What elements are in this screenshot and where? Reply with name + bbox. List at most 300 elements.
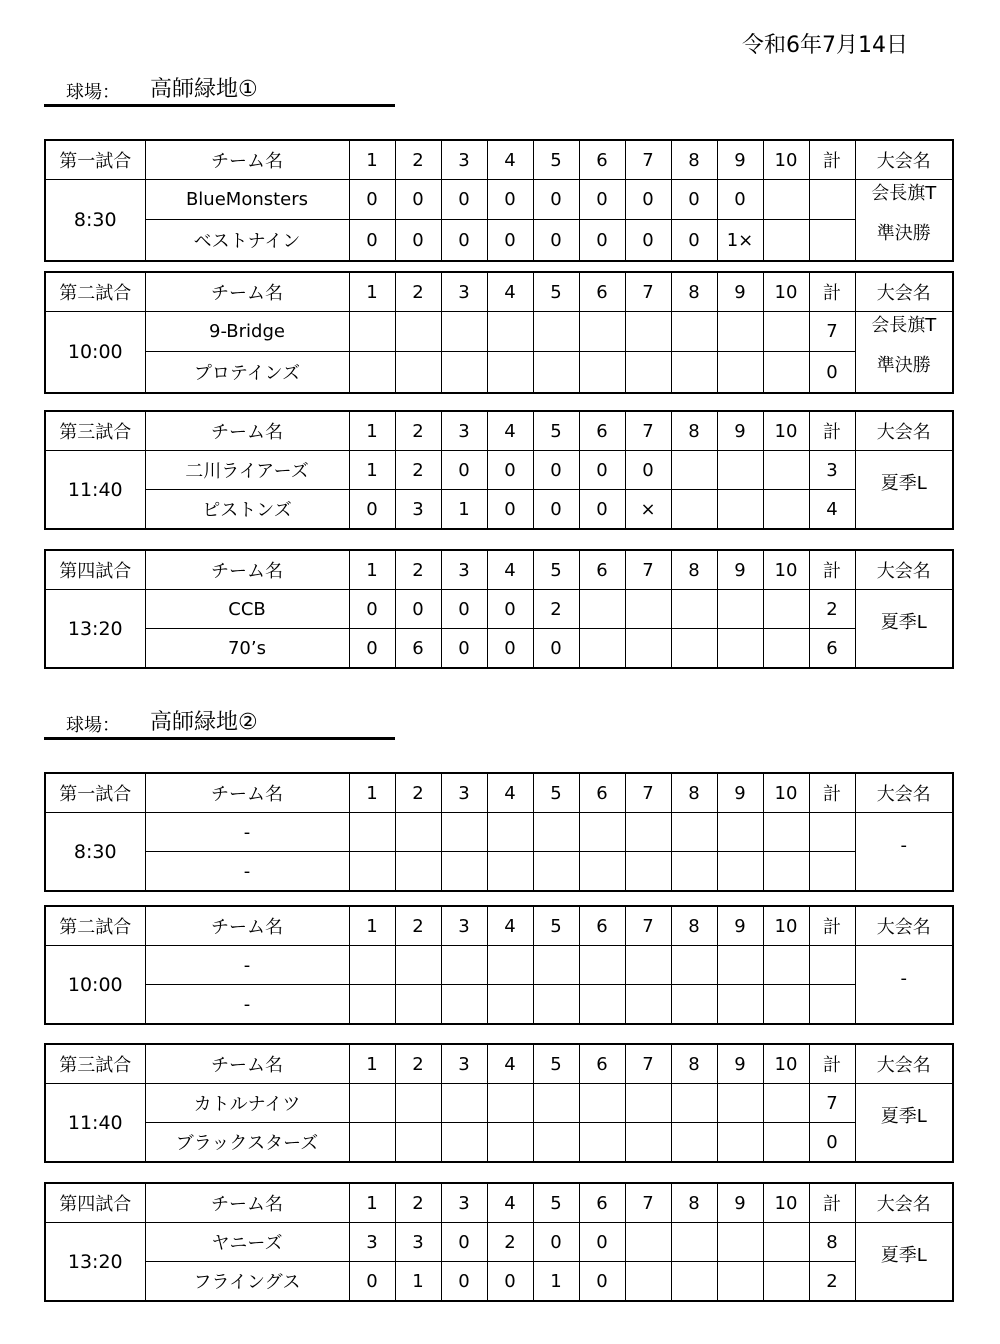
header-inning: 10 [763,906,809,946]
header-inning: 5 [533,272,579,312]
header-inning: 7 [625,411,671,451]
team-name: 70’s [145,629,349,669]
total-score [809,946,855,985]
header-inning: 1 [349,906,395,946]
inning-score: 0 [533,180,579,220]
inning-score: 3 [395,1223,441,1262]
tournament-cell [855,451,953,530]
inning-score: 0 [395,180,441,220]
inning-score: 0 [579,1262,625,1302]
total-score: 7 [809,1084,855,1123]
header-inning: 4 [487,550,533,590]
tournament-cell [855,312,953,394]
header-inning: 1 [349,1183,395,1223]
inning-score [625,1262,671,1302]
header-row [45,550,953,590]
header-total: 計 [809,1044,855,1084]
inning-score [763,813,809,852]
header-row [45,906,953,946]
header-inning: 5 [533,1044,579,1084]
tournament-name: - [900,967,907,989]
inning-score [717,1262,763,1302]
header-total: 計 [809,906,855,946]
inning-score [579,352,625,393]
header-tournament: 大会名 [855,906,953,946]
inning-score: 6 [395,629,441,669]
inning-score [349,813,395,852]
venue-underline [44,737,395,740]
inning-score [579,1123,625,1163]
team-name: - [145,852,349,892]
inning-score [671,590,717,629]
team-name: ヤニーズ [145,1223,349,1262]
inning-score [395,352,441,393]
total-score: 3 [809,451,855,490]
team-name: CCB [145,590,349,629]
inning-score [349,852,395,892]
inning-score [671,1223,717,1262]
total-score: 6 [809,629,855,669]
inning-score: 0 [717,180,763,220]
tournament-name: 夏季L [880,611,927,633]
inning-score [533,312,579,352]
team-row [45,852,953,892]
header-inning: 6 [579,140,625,180]
inning-score [625,629,671,669]
team-name: BlueMonsters [145,180,349,220]
inning-score [763,312,809,352]
total-score [809,180,855,220]
team-row [45,1084,953,1123]
game-label: 第二試合 [45,272,145,312]
inning-score [487,352,533,393]
header-inning: 10 [763,773,809,813]
inning-score [717,490,763,530]
header-inning: 6 [579,550,625,590]
header-team: チーム名 [145,773,349,813]
game-time: 13:20 [45,1223,145,1302]
inning-score [625,1123,671,1163]
header-inning: 6 [579,906,625,946]
header-inning: 7 [625,272,671,312]
header-inning: 9 [717,1044,763,1084]
inning-score: 2 [533,590,579,629]
header-inning: 8 [671,140,717,180]
header-inning: 6 [579,773,625,813]
inning-score [395,1084,441,1123]
venue-label: 球場： [66,82,120,103]
header-inning: 2 [395,272,441,312]
inning-score: 0 [487,1262,533,1302]
header-inning: 1 [349,411,395,451]
tournament-name: 夏季L [880,1105,927,1127]
team-row [45,451,953,490]
venue-name: 高師緑地① [150,77,258,102]
team-name: 9-Bridge [145,312,349,352]
inning-score: 0 [487,629,533,669]
header-inning: 3 [441,773,487,813]
header-total: 計 [809,1183,855,1223]
inning-score: 1 [395,1262,441,1302]
inning-score [349,1084,395,1123]
venue-label: 球場： [66,715,120,736]
header-inning: 6 [579,411,625,451]
header-inning: 2 [395,1044,441,1084]
inning-score: 0 [579,1223,625,1262]
inning-score: 0 [441,220,487,261]
inning-score [717,352,763,393]
header-team: チーム名 [145,140,349,180]
header-inning: 7 [625,550,671,590]
game-label: 第一試合 [45,773,145,813]
team-name: フライングス [145,1262,349,1302]
header-inning: 1 [349,773,395,813]
inning-score [763,590,809,629]
header-inning: 10 [763,1183,809,1223]
game-time: 11:40 [45,1084,145,1163]
team-row [45,1223,953,1262]
team-row [45,1123,953,1163]
game-table [44,549,954,669]
inning-score [487,312,533,352]
inning-score [395,1123,441,1163]
inning-score [671,629,717,669]
header-total: 計 [809,773,855,813]
header-team: チーム名 [145,1183,349,1223]
tournament-cell [855,590,953,669]
header-team: チーム名 [145,906,349,946]
game-table [44,410,954,530]
inning-score [441,813,487,852]
total-score: 0 [809,352,855,393]
inning-score: 0 [625,220,671,261]
inning-score: 1 [533,1262,579,1302]
header-inning: 3 [441,550,487,590]
inning-score [717,451,763,490]
inning-score [625,1223,671,1262]
inning-score: 0 [487,220,533,261]
inning-score [533,1123,579,1163]
inning-score: 0 [349,220,395,261]
header-inning: 1 [349,140,395,180]
inning-score [349,312,395,352]
game-table [44,905,954,1025]
inning-score [349,1123,395,1163]
inning-score [671,1123,717,1163]
header-inning: 10 [763,1044,809,1084]
header-total: 計 [809,140,855,180]
inning-score [487,852,533,892]
inning-score [717,1123,763,1163]
total-score [809,813,855,852]
team-row [45,220,953,261]
inning-score: 0 [349,490,395,530]
game-label: 第三試合 [45,411,145,451]
game-table [44,772,954,892]
inning-score: 0 [487,180,533,220]
total-score [809,852,855,892]
header-total: 計 [809,272,855,312]
inning-score [671,352,717,393]
tournament-name: 夏季L [880,472,927,494]
header-inning: 5 [533,906,579,946]
header-team: チーム名 [145,272,349,312]
team-row [45,629,953,669]
team-name: ピストンズ [145,490,349,530]
inning-score [579,852,625,892]
header-team: チーム名 [145,1044,349,1084]
inning-score [717,852,763,892]
header-total: 計 [809,411,855,451]
inning-score: 1× [717,220,763,261]
inning-score [487,985,533,1025]
header-tournament: 大会名 [855,773,953,813]
total-score [809,220,855,261]
inning-score [533,985,579,1025]
inning-score: 0 [579,490,625,530]
header-inning: 6 [579,1044,625,1084]
inning-score: 0 [441,1223,487,1262]
team-name: - [145,813,349,852]
inning-score [441,312,487,352]
inning-score [395,985,441,1025]
header-row [45,1183,953,1223]
tournament-name: 夏季L [880,1244,927,1266]
date: 令和6年7月14日 [742,33,908,58]
header-tournament: 大会名 [855,1044,953,1084]
header-inning: 8 [671,272,717,312]
tournament-cell [855,813,953,892]
inning-score: 2 [395,451,441,490]
inning-score: 0 [441,180,487,220]
inning-score [579,946,625,985]
inning-score [487,946,533,985]
team-row [45,590,953,629]
header-inning: 3 [441,272,487,312]
inning-score [717,590,763,629]
inning-score: 0 [533,451,579,490]
inning-score [671,1262,717,1302]
header-inning: 1 [349,550,395,590]
total-score: 7 [809,312,855,352]
tournament-name: 準決勝 [876,223,931,244]
inning-score [717,946,763,985]
team-row [45,352,953,393]
header-inning: 4 [487,1183,533,1223]
team-name: カトルナイツ [145,1084,349,1123]
inning-score [441,946,487,985]
inning-score [441,352,487,393]
header-inning: 9 [717,906,763,946]
header-tournament: 大会名 [855,140,953,180]
header-inning: 8 [671,773,717,813]
venue-name: 高師緑地② [150,710,258,735]
inning-score [717,629,763,669]
inning-score [671,1084,717,1123]
tournament-cell [855,180,953,262]
inning-score [717,813,763,852]
inning-score [579,813,625,852]
game-time: 10:00 [45,312,145,394]
header-inning: 5 [533,773,579,813]
header-inning: 2 [395,1183,441,1223]
header-inning: 5 [533,140,579,180]
tournament-name: 会長旗T [871,315,937,336]
team-row [45,312,953,352]
header-inning: 9 [717,272,763,312]
inning-score [763,1084,809,1123]
header-tournament: 大会名 [855,1183,953,1223]
total-score [809,985,855,1025]
inning-score [533,352,579,393]
inning-score [717,1223,763,1262]
inning-score [625,946,671,985]
game-time: 8:30 [45,180,145,262]
inning-score: 0 [349,1262,395,1302]
inning-score [487,1084,533,1123]
inning-score [579,590,625,629]
inning-score [441,985,487,1025]
header-inning: 10 [763,140,809,180]
inning-score [395,312,441,352]
game-table [44,1043,954,1163]
header-inning: 3 [441,140,487,180]
inning-score: 0 [671,180,717,220]
header-inning: 10 [763,550,809,590]
inning-score [579,1084,625,1123]
header-inning: 9 [717,140,763,180]
header-inning: 4 [487,272,533,312]
inning-score [671,451,717,490]
tournament-cell [855,1084,953,1163]
game-table [44,271,954,394]
inning-score [349,352,395,393]
header-inning: 4 [487,773,533,813]
header-inning: 8 [671,411,717,451]
inning-score [625,985,671,1025]
inning-score [625,590,671,629]
header-inning: 4 [487,140,533,180]
inning-score: 2 [487,1223,533,1262]
team-row [45,813,953,852]
inning-score [717,1084,763,1123]
header-inning: 2 [395,140,441,180]
header-inning: 10 [763,272,809,312]
inning-score: 0 [441,590,487,629]
inning-score [533,852,579,892]
header-team: チーム名 [145,411,349,451]
game-label: 第四試合 [45,550,145,590]
inning-score: 0 [349,590,395,629]
inning-score: 0 [441,1262,487,1302]
team-row [45,1262,953,1302]
header-inning: 4 [487,411,533,451]
inning-score: 0 [441,629,487,669]
inning-score: 0 [349,629,395,669]
game-time: 8:30 [45,813,145,892]
team-name: 二川ライアーズ [145,451,349,490]
inning-score: 0 [533,1223,579,1262]
inning-score [763,985,809,1025]
inning-score: × [625,490,671,530]
header-inning: 8 [671,1183,717,1223]
inning-score [533,813,579,852]
header-row [45,140,953,180]
header-inning: 7 [625,1183,671,1223]
header-inning: 1 [349,272,395,312]
inning-score [763,180,809,220]
inning-score [487,813,533,852]
inning-score: 0 [533,220,579,261]
inning-score [763,852,809,892]
inning-score [671,852,717,892]
inning-score [349,946,395,985]
inning-score [763,220,809,261]
header-team: チーム名 [145,550,349,590]
total-score: 8 [809,1223,855,1262]
tournament-cell [855,946,953,1025]
inning-score [763,946,809,985]
game-time: 13:20 [45,590,145,669]
header-inning: 5 [533,411,579,451]
inning-score: 0 [579,220,625,261]
inning-score: 0 [395,590,441,629]
header-inning: 3 [441,906,487,946]
game-label: 第一試合 [45,140,145,180]
game-label: 第三試合 [45,1044,145,1084]
header-inning: 9 [717,1183,763,1223]
header-inning: 10 [763,411,809,451]
inning-score: 0 [395,220,441,261]
header-inning: 7 [625,773,671,813]
inning-score [717,312,763,352]
header-inning: 7 [625,1044,671,1084]
header-inning: 8 [671,550,717,590]
total-score: 0 [809,1123,855,1163]
inning-score [671,490,717,530]
inning-score: 0 [579,451,625,490]
team-name: ブラックスターズ [145,1123,349,1163]
header-inning: 5 [533,1183,579,1223]
header-inning: 2 [395,906,441,946]
inning-score [579,629,625,669]
inning-score: 0 [533,629,579,669]
team-name: - [145,985,349,1025]
header-inning: 7 [625,906,671,946]
header-tournament: 大会名 [855,411,953,451]
venue-underline [44,104,395,107]
inning-score [763,451,809,490]
inning-score [395,946,441,985]
inning-score: 0 [487,590,533,629]
inning-score: 0 [487,451,533,490]
inning-score [441,1123,487,1163]
game-label: 第二試合 [45,906,145,946]
header-inning: 3 [441,1183,487,1223]
header-inning: 9 [717,411,763,451]
game-table [44,139,954,262]
inning-score: 0 [625,451,671,490]
inning-score [349,985,395,1025]
inning-score [671,312,717,352]
header-row [45,1044,953,1084]
game-table [44,1182,954,1302]
inning-score: 0 [625,180,671,220]
inning-score: 3 [349,1223,395,1262]
header-inning: 8 [671,906,717,946]
inning-score [671,985,717,1025]
total-score: 4 [809,490,855,530]
